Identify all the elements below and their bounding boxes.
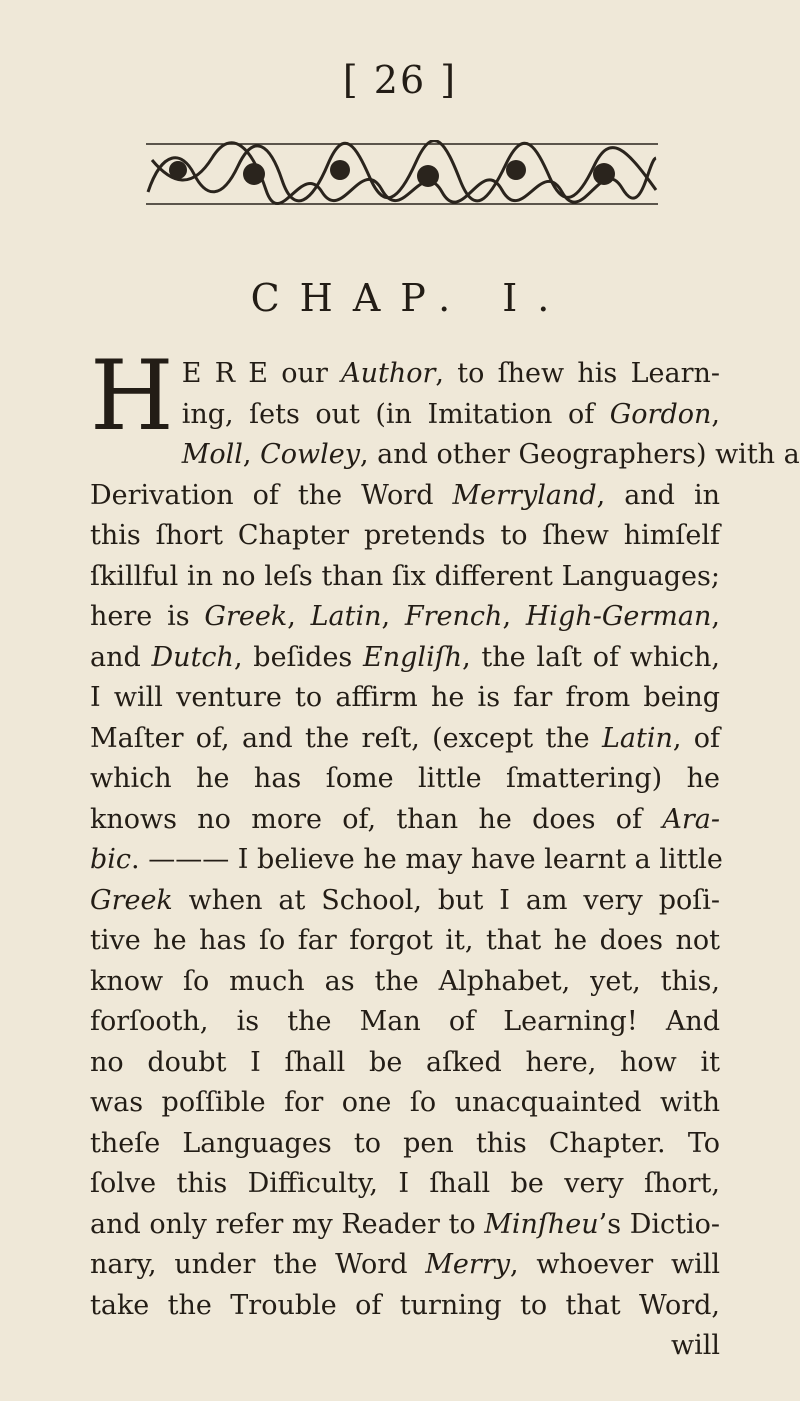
text-line: which he has ſome little ſmattering) he bbox=[90, 763, 720, 794]
text-line: know ſo much as the Alphabet, yet, this, bbox=[90, 965, 720, 997]
text-line: forſooth, is the Man of Learning! And bbox=[90, 1006, 720, 1037]
text-line: E R E our Author, to ſhew his Learn- bbox=[181, 358, 720, 389]
text-line: ing, ſets out (in Imitation of Gordon, bbox=[181, 398, 720, 430]
text-line: knows no more of, than he does of Ara- bbox=[90, 803, 720, 835]
text-line: was poſſible for one ſo unacquainted with bbox=[90, 1087, 720, 1118]
text-line: tive he has ſo far forgot it, that he does not bbox=[90, 925, 720, 956]
drop-cap: H bbox=[90, 340, 174, 452]
text-line: I will venture to affirm he is far from being bbox=[90, 682, 720, 713]
body-text bbox=[90, 340, 800, 1367]
text-line: this ſhort Chapter pretends to ſhew himſelf bbox=[90, 520, 720, 551]
text-line: Maſter of, and the reſt, (except the Latin, of bbox=[90, 722, 720, 754]
text-line: no doubt I ſhall be aſked here, how it bbox=[90, 1046, 720, 1078]
text-line: bic. ——— I believe he may have learnt a little bbox=[90, 844, 723, 875]
chapter-heading: CHAP. I. bbox=[250, 276, 570, 320]
text-line: ſolve this Difficulty, I ſhall be very ſhort, bbox=[90, 1168, 720, 1199]
text-line: and Dutch, beſides Engliſh, the laſt of which, bbox=[90, 641, 720, 673]
text-line: Derivation of the Word Merryland, and in bbox=[90, 479, 720, 511]
text-line: will bbox=[670, 1330, 720, 1361]
text-line: take the Trouble of turning to that Word, bbox=[90, 1289, 720, 1321]
text-line: theſe Languages to pen this Chapter. To bbox=[90, 1127, 720, 1159]
text-line: Moll, Cowley, and other Geographers) with a bbox=[181, 439, 800, 470]
text-line: nary, under the Word Merry, whoever will bbox=[90, 1249, 720, 1280]
text-line: here is Greek, Latin, French, High-German, bbox=[90, 601, 720, 632]
decorative-headpiece-ornament bbox=[142, 140, 662, 208]
text-line: ſkillful in no leſs than ſix different Languages; bbox=[90, 560, 720, 592]
text-line: and only refer my Reader to Minſheu’s Dictio- bbox=[90, 1208, 720, 1240]
text-line: Greek when at School, but I am very poſi- bbox=[90, 884, 720, 916]
page-number: [ 26 ] bbox=[342, 58, 458, 102]
text-lines bbox=[90, 340, 800, 1367]
